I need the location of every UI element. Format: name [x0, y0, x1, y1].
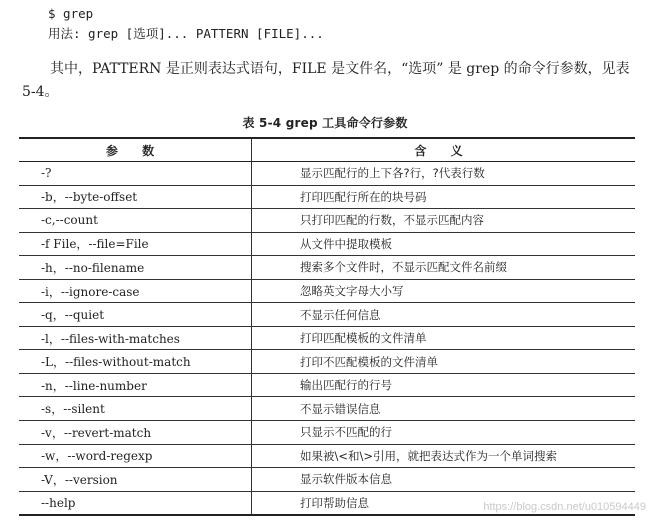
table-row [19, 256, 635, 280]
option-description: 搜索多个文件时，不显示匹配文件名前缀 [252, 256, 636, 280]
code-line-usage: 用法: grep [选项]... PATTERN [FILE]... [48, 26, 324, 41]
option-flag: -c,--count [19, 209, 252, 233]
option-flag: --help [19, 491, 252, 515]
option-description: 只显示不匹配的行 [252, 421, 636, 445]
option-description: 显示软件版本信息 [252, 468, 636, 492]
option-flag: -v，--revert-match [19, 421, 252, 445]
table-header-row [19, 138, 635, 162]
option-description: 打印帮助信息 [252, 491, 636, 515]
option-description: 忽略英文字母大小写 [252, 279, 636, 303]
table-row [19, 350, 635, 374]
option-flag: -f File，--file=File [19, 232, 252, 256]
option-description: 不显示错误信息 [252, 397, 636, 421]
table-row [19, 279, 635, 303]
option-flag: -n，--line-number [19, 373, 252, 397]
table-row [19, 232, 635, 256]
option-flag: -V，--version [19, 468, 252, 492]
option-description: 输出匹配行的行号 [252, 373, 636, 397]
header-parameter: 参 数 [19, 138, 252, 162]
option-flag: -s，--silent [19, 397, 252, 421]
header-meaning: 含 义 [252, 138, 636, 162]
table-row [19, 397, 635, 421]
option-description: 不显示任何信息 [252, 303, 636, 327]
option-description: 从文件中提取模板 [252, 232, 636, 256]
option-flag: -i，--ignore-case [19, 279, 252, 303]
code-block [48, 4, 324, 44]
watermark: https://blog.csdn.net/u010594449 [483, 501, 646, 513]
option-description: 打印匹配模板的文件清单 [252, 326, 636, 350]
table-row [19, 468, 635, 492]
table-row [19, 444, 635, 468]
option-description: 只打印匹配的行数，不显示匹配内容 [252, 209, 636, 233]
table-row [19, 421, 635, 445]
option-flag: -q，--quiet [19, 303, 252, 327]
option-description: 如果被\<和\>引用，就把表达式作为一个单词搜索 [252, 444, 636, 468]
option-flag: -? [19, 162, 252, 186]
code-line-command: $ grep [48, 6, 94, 21]
table-row [19, 326, 635, 350]
option-description: 打印匹配行所在的块号码 [252, 185, 636, 209]
option-flag: -h，--no-filename [19, 256, 252, 280]
option-flag: -b，--byte-offset [19, 185, 252, 209]
options-table [19, 137, 635, 516]
table-caption: 表 5-4 grep 工具命令行参数 [242, 116, 408, 130]
option-description: 打印不匹配模板的文件清单 [252, 350, 636, 374]
option-flag: -L，--files-without-match [19, 350, 252, 374]
table-row [19, 162, 635, 186]
option-flag: -w，--word-regexp [19, 444, 252, 468]
table-row [19, 303, 635, 327]
table-row [19, 185, 635, 209]
body-paragraph: 其中，PATTERN 是正则表达式语句，FILE 是文件名，“选项” 是 grep 的命令行参数，见表 5-4。 [22, 61, 630, 100]
option-description: 显示匹配行的上下各?行，?代表行数 [252, 162, 636, 186]
table-row [19, 373, 635, 397]
table-row [19, 209, 635, 233]
option-flag: -l，--files-with-matches [19, 326, 252, 350]
